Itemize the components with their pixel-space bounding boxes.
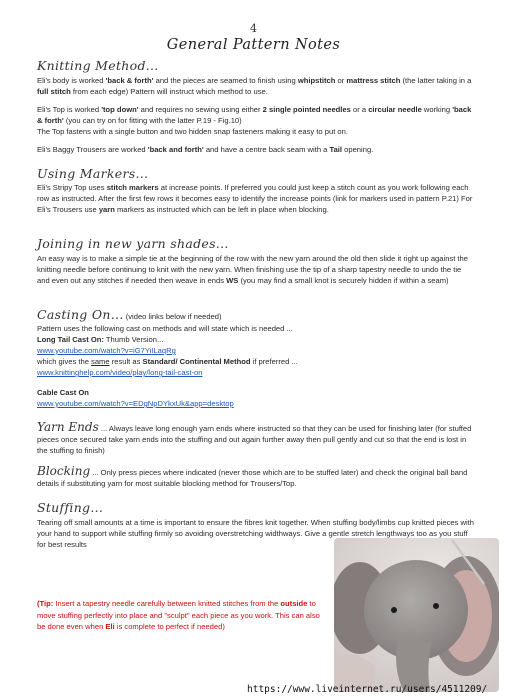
text: An easy way is to make a simple tie at the beginning of the row with the new yarn around the old then slide it right up against the knitting needle before continuing to knit with the new yarn. When finishing use the tip of a sharp tapestry needle to undo the tie and even out any stitches if needed then weave in ends [37, 254, 468, 285]
text: Eli's body is worked [37, 76, 106, 85]
blocking-paragraph [37, 466, 475, 489]
text: ... Only press pieces where indicated (never those which are to be stuffed later) and check the original ball band details if substituting yarn for most suitable blocking method for Trousers/Top. [37, 468, 468, 488]
heading-blocking: Blocking [37, 464, 91, 478]
text: Thumb Version... [103, 335, 164, 344]
text: if preferred ... [250, 357, 298, 366]
text-bold: outside [280, 599, 308, 608]
elephant-illustration [334, 538, 499, 692]
link-cable-cast-on[interactable]: www.youtube.com/watch?v=EDgNpDYkxUk&app=desktop [37, 399, 234, 408]
tip-label: (Tip: [37, 599, 54, 608]
text-underlined: same [91, 357, 110, 366]
cable-cast-on-label: Cable Cast On [37, 388, 89, 397]
text: and requires no sewing using either [138, 105, 263, 114]
link-knittinghelp[interactable]: www.knittinghelp.com/video/play/long-tail-cast-on [37, 368, 203, 377]
link-long-tail-video[interactable]: www.youtube.com/watch?v=iG7YiILaqRg [37, 346, 176, 355]
text: at increase points. If preferred you could just keep a stitch count as you work following each row as instructed. After the first few rows it becomes easy to identify the increase points (link for markers used in pattern P.21) For Eli's Trousers use [37, 183, 473, 214]
text: working [421, 105, 453, 114]
text: which gives the [37, 357, 92, 366]
joining-paragraph [37, 253, 475, 286]
page-title: General Pattern Notes [166, 37, 341, 53]
same-result-line [37, 356, 475, 367]
text: markers as instructed which can be left in place when blocking. [114, 205, 329, 214]
elephant-photo [334, 538, 499, 692]
text: or a [350, 105, 369, 114]
text-bold: WS [226, 276, 239, 285]
stuffing-paragraph: Tearing off small amounts at a time is important to ensure the fibres knit together. When stuffing body/limbs cup knitted pieces with your hand to support while stuffing firmly so avoiding overstretching widthways. Give a gentle stretch lengthways too as you stuff for best results [37, 518, 475, 549]
blocking-section [37, 466, 475, 489]
text: Insert a tapestry needle carefully between knitted stitches from the [53, 599, 281, 608]
text: Eli's Baggy Trousers are worked [37, 145, 148, 154]
watermark: https://www.liveinternet.ru/users/4511209/ [247, 684, 488, 695]
text: ... Always leave long enough yarn ends where instructed so that they can be used for finishing later (for stuffed pieces once secured take yarn ends into the stuffing and out again further away then pull gently and cut so that the end is lost in the stuffing to finish) [37, 424, 472, 455]
long-tail-line [37, 334, 475, 345]
yarn-ends-section [37, 422, 475, 456]
yarn-ends-paragraph [37, 422, 475, 456]
heading-yarn-ends: Yarn Ends [37, 420, 99, 434]
text: (the latter taking in a [400, 76, 472, 85]
elephant-eye-right [433, 603, 439, 609]
text: or [335, 76, 347, 85]
casting-note: (video links below if needed) [123, 312, 222, 321]
text: (you may find a small knot is securely hidden if within a seam) [238, 276, 449, 285]
text-bold: 'back & forth' [37, 105, 472, 125]
text-bold: 2 single pointed needles [262, 105, 351, 114]
text-bold: whipstitch [297, 76, 336, 85]
heading-using-markers: Using Markers... [37, 166, 149, 181]
text: opening. [342, 145, 374, 154]
text: result as [109, 357, 143, 366]
knitting-method-section [37, 75, 475, 155]
text-bold: yarn [98, 205, 115, 214]
casting-section [37, 323, 475, 409]
page-number: 4 [250, 22, 257, 35]
text-bold: 'top down' [101, 105, 139, 114]
text: (you can try on for fitting with the latter P.19 - Fig.10) [63, 116, 242, 125]
text-bold: Tail [329, 145, 343, 154]
casting-heading-row [37, 306, 222, 324]
text: The Top fastens with a single button and two hidden snap fasteners making it easy to put on. [37, 127, 348, 136]
text-bold: mattress stitch [346, 76, 401, 85]
heading-joining-yarn: Joining in new yarn shades... [37, 236, 229, 251]
text-bold: Eli [105, 622, 115, 631]
text-bold: Long Tail Cast On: [37, 335, 104, 344]
knitting-trousers-paragraph [37, 144, 475, 155]
text: is complete to perfect if needed) [114, 622, 225, 631]
text-bold: Standard/ Continental Method [142, 357, 251, 366]
text-bold: stitch markers [106, 183, 159, 192]
knitting-body-paragraph [37, 75, 475, 97]
text: and have a centre back seam with a [203, 145, 330, 154]
text: Eli's Stripy Top uses [37, 183, 107, 192]
text-bold: full stitch [37, 87, 71, 96]
joining-section [37, 253, 475, 286]
text: Eli's Top is worked [37, 105, 102, 114]
markers-paragraph [37, 182, 475, 215]
knitting-top-paragraph [37, 104, 475, 137]
tip-note [37, 598, 329, 633]
text-bold: 'back and forth' [147, 145, 204, 154]
text: and the pieces are seamed to finish using [153, 76, 298, 85]
text-bold: circular needle [368, 105, 422, 114]
text: to move stuffing perfectly into place and "sculpt" each piece as you work. This can also be done even when [37, 599, 320, 631]
text: from each edge) Pattern will instruct which method to use. [70, 87, 268, 96]
text-bold: 'back & forth' [105, 76, 154, 85]
markers-section [37, 182, 475, 215]
elephant-eye-left [391, 607, 397, 613]
casting-intro: Pattern uses the following cast on methods and will state which is needed ... [37, 324, 293, 333]
heading-casting-on: Casting On... [37, 307, 124, 322]
heading-knitting-method: Knitting Method... [37, 58, 159, 73]
heading-stuffing: Stuffing... [37, 500, 104, 515]
